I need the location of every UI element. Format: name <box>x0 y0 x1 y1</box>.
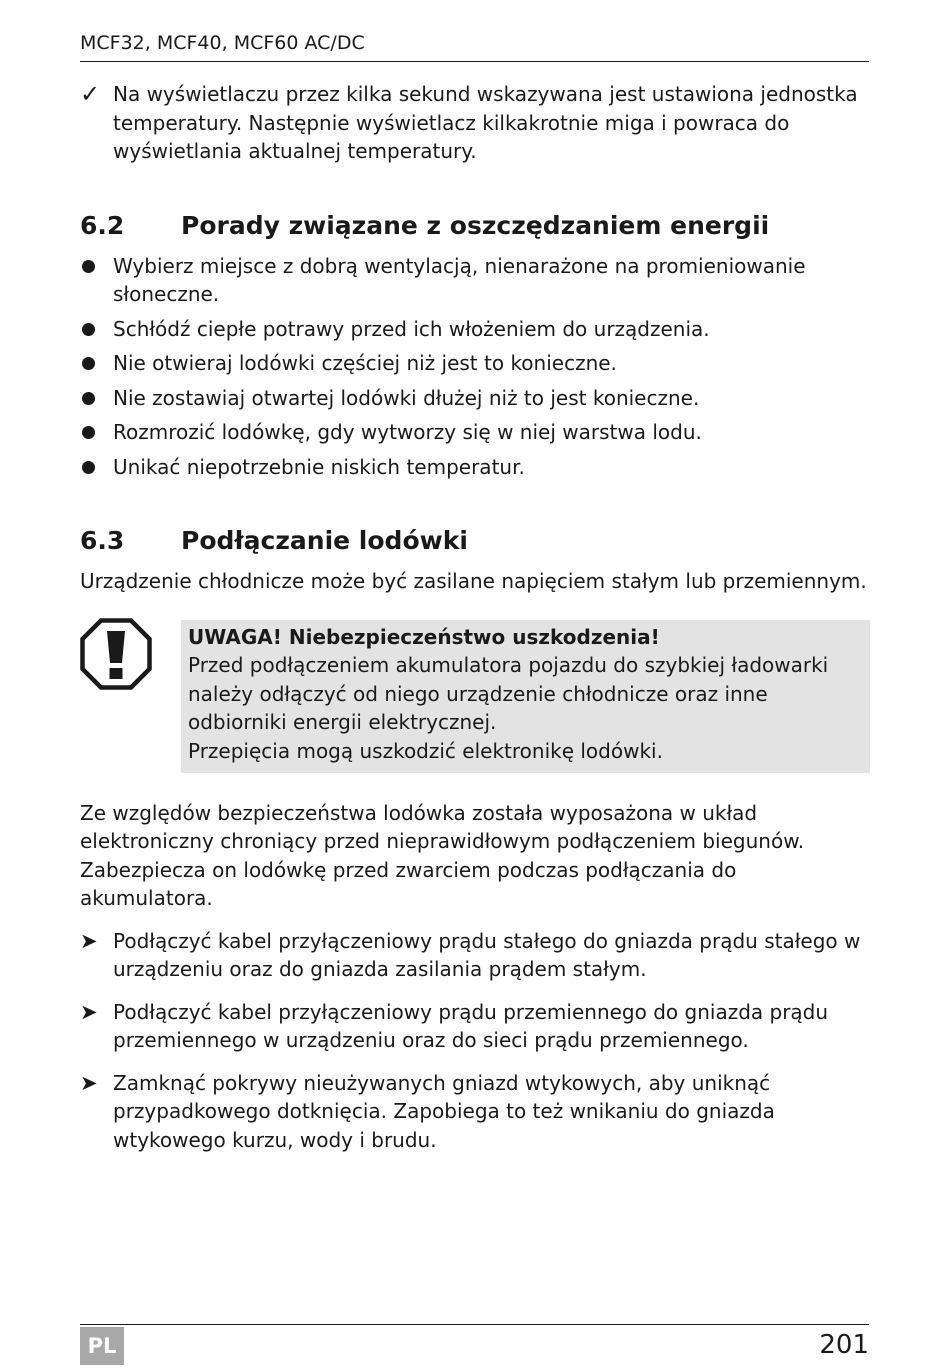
list-item-text: Wybierz miejsce z dobrą wentylacją, nienarażone na promieniowanie słoneczne. <box>113 253 806 306</box>
warning-text: Przed podłączeniem akumulatora pojazdu do szybkiej ładowarki należy odłączyć od niego urządzenie chłodnicze oraz inne odbiorniki energii elektrycznej. <box>188 653 829 734</box>
step-text: Podłączyć kabel przyłączeniowy prądu przemiennego do gniazda prądu przemiennego w urządzeniu oraz do sieci prądu przemiennego. <box>113 999 829 1052</box>
bullet-icon <box>80 418 95 439</box>
list-item <box>80 927 870 984</box>
step-text: Podłączyć kabel przyłączeniowy prądu stałego do gniazda prądu stałego w urządzeniu oraz do gniazda zasilania prądem stałym. <box>113 928 861 981</box>
page-number: 201 <box>819 1330 869 1360</box>
warning-text: Przepięcia mogą uszkodzić elektronikę lodówki. <box>188 738 663 763</box>
connection-steps <box>80 927 870 1155</box>
section-number: 6.3 <box>80 526 125 555</box>
list-item <box>80 315 870 344</box>
arrow-icon: ➤ <box>80 999 98 1024</box>
list-item <box>80 418 870 447</box>
list-item-text: Rozmrozić lodówkę, gdy wytworzy się w niej warstwa lodu. <box>113 420 702 444</box>
arrow-icon: ➤ <box>80 1070 98 1095</box>
section-title: Podłączanie lodówki <box>181 526 468 555</box>
bullet-icon <box>80 453 95 474</box>
bullet-icon <box>80 252 95 273</box>
language-badge: PL <box>80 1327 124 1365</box>
page-content <box>80 80 870 1154</box>
section-number: 6.2 <box>80 210 125 240</box>
list-item <box>80 1069 870 1155</box>
step-text: Zamknąć pokrywy nieużywanych gniazd wtykowych, aby uniknąć przypadkowego dotknięcia. Zapobiega to też wnikaniu do gniazda wtykowego kurzu, wody i brudu. <box>113 1070 775 1152</box>
protection-paragraph: Ze względów bezpieczeństwa lodówka została wyposażona w układ elektroniczny chroniący przed nieprawidłowym podłączeniem biegunów. Zabezpiecza on lodówkę przed zwarciem podczas podłączania do akumulatora. <box>80 800 805 910</box>
warning-box <box>181 620 870 773</box>
intro-paragraph: Urządzenie chłodnicze może być zasilane napięciem stałym lub przemiennym. <box>80 569 867 593</box>
list-item <box>80 349 870 378</box>
arrow-icon: ➤ <box>80 928 98 953</box>
section-heading-6-2 <box>80 210 870 242</box>
warning-octagon-icon <box>80 618 152 690</box>
list-item-text: Nie otwieraj lodówki częściej niż jest to konieczne. <box>113 351 617 375</box>
list-item <box>80 453 870 482</box>
list-item <box>80 384 870 413</box>
bullet-icon <box>80 315 95 336</box>
list-item <box>80 252 870 309</box>
footer-divider <box>80 1324 869 1325</box>
section-title: Porady związane z oszczędzaniem energii <box>181 210 770 240</box>
section-heading-6-3 <box>80 525 870 557</box>
model-line: MCF32, MCF40, MCF60 AC/DC <box>80 32 365 54</box>
list-item <box>80 998 870 1055</box>
warning-title: UWAGA! Niebezpieczeństwo uszkodzenia! <box>188 624 660 649</box>
list-item-text: Unikać niepotrzebnie niskich temperatur. <box>113 454 525 479</box>
energy-tips-list <box>80 252 870 482</box>
bullet-icon <box>80 384 95 405</box>
list-item-text: Nie zostawiaj otwartej lodówki dłużej niż to jest konieczne. <box>113 385 700 410</box>
warning-notice <box>80 620 870 773</box>
result-text: Na wyświetlaczu przez kilka sekund wskazywana jest ustawiona jednostka temperatury. Następnie wyświetlacz kilkakrotnie miga i powraca do wyświetlania aktualnej temperatury. <box>113 82 858 163</box>
result-item <box>80 80 870 166</box>
checkmark-icon: ✓ <box>80 80 101 108</box>
bullet-icon <box>80 349 95 370</box>
list-item-text: Schłódź ciepłe potrawy przed ich włożeniem do urządzenia. <box>113 316 710 341</box>
page-header <box>80 30 869 62</box>
